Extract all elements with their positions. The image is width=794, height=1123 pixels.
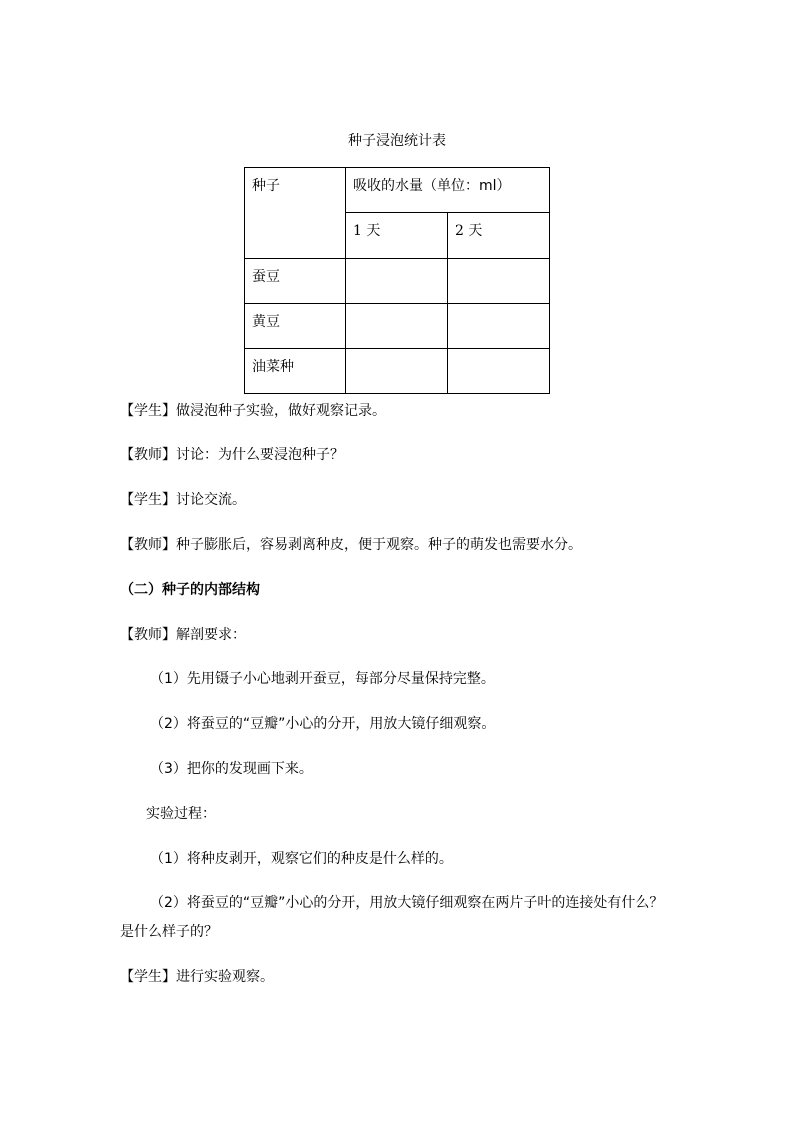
process-step-2-line-2: 是什么样子的？ [120, 924, 218, 940]
day2-value-cell [448, 259, 550, 304]
day1-value-cell [346, 259, 448, 304]
student-paragraph-2: 【学生】讨论交流。 [120, 492, 246, 508]
day1-value-cell [346, 349, 448, 394]
process-step-2-line-1: （2）将蚕豆的“豆瓣”小心的分开，用放大镜仔细观察在两片子叶的连接处有什么？ [150, 895, 664, 911]
header-day1-cell: 1 天 [346, 213, 448, 259]
header-seed-cell: 种子 [245, 168, 346, 259]
student-paragraph-3: 【学生】进行实验观察。 [120, 969, 274, 985]
student-paragraph-1: 【学生】做浸泡种子实验，做好观察记录。 [120, 403, 386, 419]
day2-value-cell [448, 349, 550, 394]
requirement-2: （2）将蚕豆的“豆瓣”小心的分开，用放大镜仔细观察。 [150, 716, 496, 732]
seed-name-cell: 油菜种 [245, 349, 346, 394]
teacher-paragraph-2: 【教师】种子膨胀后，容易剥离种皮，便于观察。种子的萌发也需要水分。 [120, 537, 582, 553]
seed-soaking-table [244, 167, 550, 394]
table-row [245, 349, 550, 394]
requirement-1: （1）先用镊子小心地剥开蚕豆，每部分尽量保持完整。 [150, 671, 495, 687]
table-title: 种子浸泡统计表 [348, 133, 446, 149]
day2-value-cell [448, 304, 550, 349]
seed-name-cell: 黄豆 [245, 304, 346, 349]
process-step-1: （1）将种皮剥开，观察它们的种皮是什么样的。 [150, 851, 453, 867]
process-label: 实验过程： [146, 806, 216, 822]
table-row [245, 259, 550, 304]
requirement-3: （3）把你的发现画下来。 [150, 761, 313, 777]
header-day2-cell: 2 天 [448, 213, 550, 259]
seed-name-cell: 蚕豆 [245, 259, 346, 304]
table-row [245, 304, 550, 349]
day1-value-cell [346, 304, 448, 349]
section-heading: （二）种子的内部结构 [120, 582, 260, 598]
teacher-paragraph-1: 【教师】讨论：为什么要浸泡种子？ [120, 447, 344, 463]
teacher-paragraph-3: 【教师】解剖要求： [120, 627, 246, 643]
header-water-cell: 吸收的水量（单位：ml） [346, 168, 550, 213]
